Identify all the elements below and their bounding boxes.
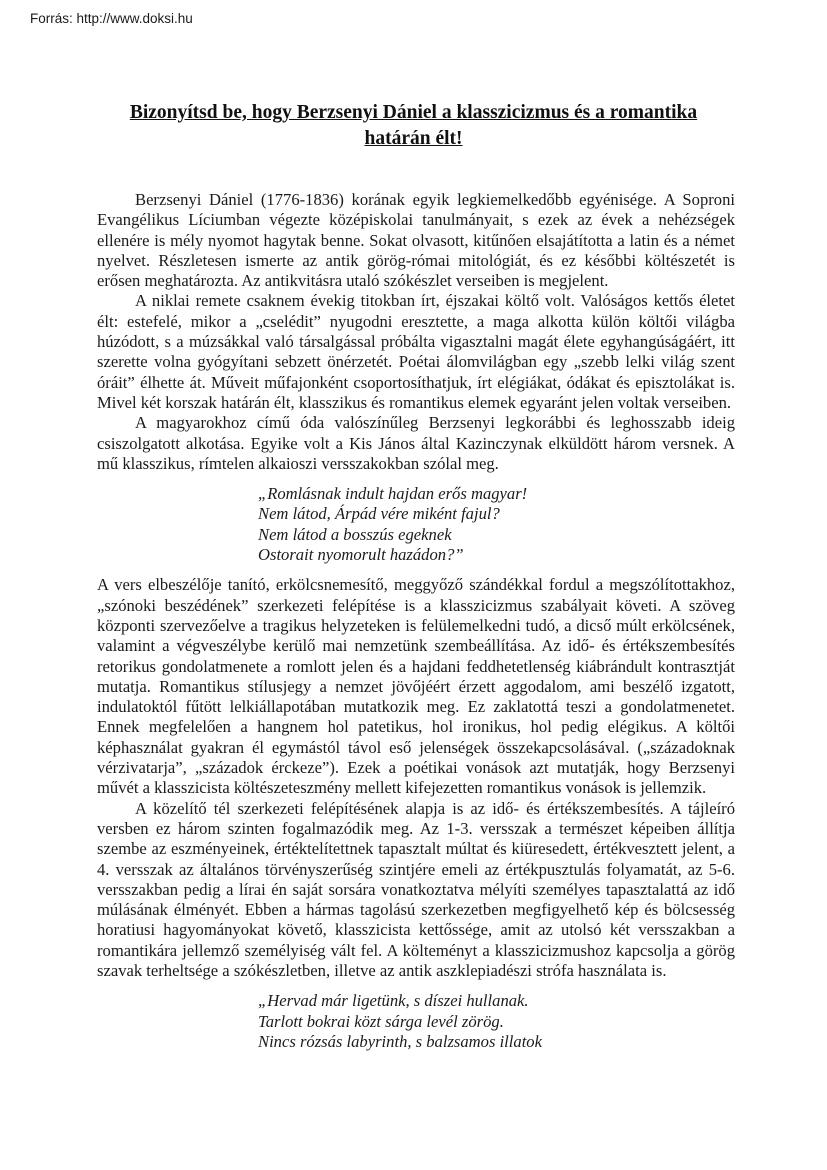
essay-paragraph-4: A vers elbeszélője tanító, erkölcsnemesítő, meggyőző szándékkal fordul a megszólítottakhoz, „szónoki beszédének” szerkezeti felépítése is a klasszicizmus szabályait követi. A szöveg központi szervezőelve a tragikus helyzeteken is felülemelkedni tudó, a dicső múlt erkölcsének, valamint a végveszélybe kerülő mai nemzetünk szembeállítása. Az idő- és értékszembesítés retorikus gondolatmenete a romlott jelen és a hajdani feddhetetlenség kiábrándult kontrasztját mutatja. Romantikus stílusjegy a nemzet jövőjéért érzett aggodalom, ami beszélő izgatott, indulatoktól fűtött lelkiállapotában mutatkozik meg. Ez zaklatottá teszi a gondolatmenetet. Ennek megfelelően a hangnem hol patetikus, hol ironikus, hol pedig elégikus. A költői képhasználat gyakran él egymástól távol eső jelenségek összekapcsolásával. („századoknak vérzivatarja”, „századok érckeze”). Ezek a poétikai vonások azt mutatják, hogy Berzsenyi művét a klasszicista költészeteszmény mellett kifejezetten romantikus vonások is jellemzik. <box>97 575 735 798</box>
verse-quote-2 <box>258 991 735 1052</box>
source-url: Forrás: http://www.doksi.hu <box>30 11 193 26</box>
verse-line: Nem látod, Árpád vére miként fajul? <box>258 504 500 524</box>
essay-title: Bizonyítsd be, hogy Berzsenyi Dániel a klasszicizmus és a romantika határán élt! <box>129 102 698 149</box>
verse-line: Tarlott bokrai közt sárga levél zörög. <box>258 1011 504 1031</box>
verse-quote-1 <box>258 484 735 565</box>
title-block <box>0 100 827 152</box>
verse-line: Nem látod a bosszús egeknek <box>258 524 452 544</box>
verse-line: „Hervad már ligetünk, s díszei hullanak. <box>258 991 529 1011</box>
essay-paragraph-3: A magyarokhoz című óda valószínűleg Berzsenyi legkorábbi és leghosszabb ideig csiszolgatott alkotása. Egyike volt a Kis János által Kazinczynak elküldött három versnek. A mű klasszikus, rímtelen alkaioszi versszakokban szólal meg. <box>97 413 735 473</box>
essay-paragraph-2: A niklai remete csaknem évekig titokban írt, éjszakai költő volt. Valóságos kettős életet élt: estefelé, mikor a „cselédit” nyugodni eresztette, a maga alkotta külön költői világba húzódott, s a múzsákkal való társalgással próbálta vigasztalni magát élete egyhangúságáért, itt szerette volna gyógyítani sebzett önérzetét. Poétai álomvilágban egy „szebb lelki világ szent óráit” élhette át. Műveit műfajonként csoportosíthatjuk, írt elégiákat, ódákat és episztolákat is. Mivel két korszak határán élt, klasszikus és romantikus elemek egyaránt jelen voltak verseiben. <box>97 291 735 412</box>
verse-line: „Romlásnak indult hajdan erős magyar! <box>258 484 528 504</box>
verse-line: Ostorait nyomorult hazádon?” <box>258 545 464 565</box>
verse-line: Nincs rózsás labyrinth, s balzsamos illatok <box>258 1031 542 1051</box>
essay-paragraph-5: A közelítő tél szerkezeti felépítésének alapja is az idő- és értékszembesítés. A tájleíró versben ez három szinten fogalmazódik meg. Az 1-3. versszak a természet képeiben állítja szembe az eszményeinek, értéktelítettnek tapasztalt múltat és kiüresedett, értékvesztett jelent, a 4. versszak az általános törvényszerűség szintjére emeli az értékpusztulás folyamatát, az 5-6. versszakban pedig a lírai én saját sorsára vonatkoztatva mélyíti személyes tapasztalattá az idő múlásának élményét. Ebben a hármas tagolású szerkezetben megfigyelhető kép és bölcsesség horatiusi hagyományokat követő, klasszicista kettőssége, amit az utolsó két versszakban a romantikára jellemző személyiség vált fel. A költeményt a klasszicizmushoz kapcsolja a görög szavak terheltsége a szókészletben, illetve az antik aszklepiadészi strófa használata is. <box>97 798 735 980</box>
essay-paragraph-1: Berzsenyi Dániel (1776-1836) korának egyik legkiemelkedőbb egyénisége. A Soproni Evangélikus Líciumban végezte középiskolai tanulmányait, s ezek az évek a nehézségek ellenére is mély nyomot hagytak benne. Sokat olvasott, kitűnően elsajátította a latin és a német nyelvet. Részletesen ismerte az antik görög-római mitológiát, és ez későbbi költészetét is erősen meghatározta. Az antikvitásra utaló szókészlet verseiben is megjelent. <box>97 190 735 291</box>
essay-body <box>97 190 735 1062</box>
